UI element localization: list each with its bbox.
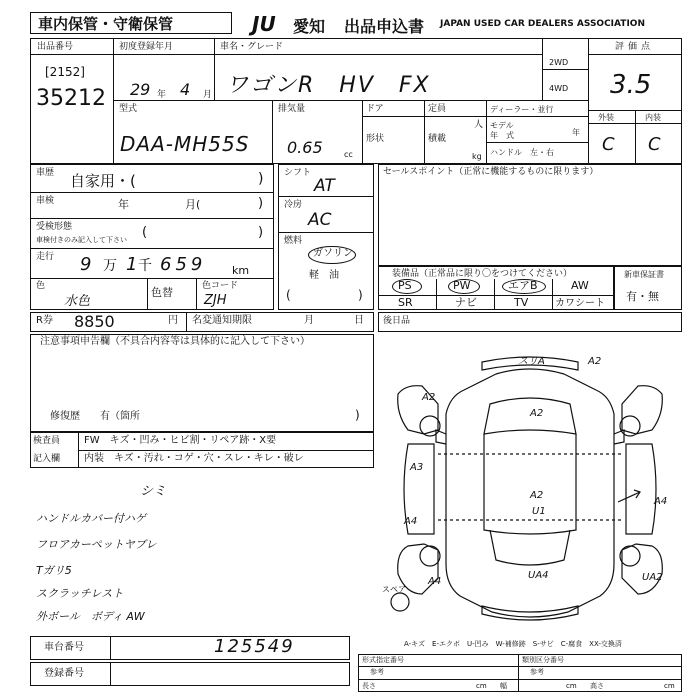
- kg-label: kg: [472, 152, 482, 161]
- mark-rear: UA4: [528, 570, 549, 581]
- sales-point-label: セールスポイント（正常に機能するものに限ります）: [383, 167, 599, 177]
- shift-value: AT: [314, 176, 335, 196]
- inspector-label: 検査員: [33, 436, 61, 446]
- year-unit: 年: [157, 90, 167, 100]
- equipment-leather-seat[interactable]: カワシート: [555, 298, 605, 309]
- spec-frame: [358, 654, 682, 692]
- interior-row: 内装 キズ・汚れ・コゲ・穴・スレ・キレ・破レ: [84, 453, 304, 464]
- interior-label: 内装: [645, 113, 661, 122]
- class-no-label: 類別区分番号: [522, 656, 564, 664]
- history-label: 車歴: [36, 168, 55, 178]
- mark-rear-right: UA2: [642, 572, 663, 583]
- first-reg-label: 初度登録年月: [119, 42, 174, 52]
- reg-month-value: 4: [180, 80, 191, 99]
- back-date-frame: [378, 312, 682, 332]
- equipment-pw[interactable]: PW: [453, 279, 471, 292]
- length-label: 長さ: [362, 682, 376, 690]
- name-change-day: 日: [354, 315, 364, 326]
- note-line-2: ハンドルカバー付ハゲ: [36, 512, 146, 525]
- lot-number-value: 35212: [36, 86, 106, 111]
- width-label: 幅: [500, 682, 507, 690]
- 2wd-label: 2WD: [549, 58, 569, 67]
- equipment-aw[interactable]: AW: [571, 279, 589, 292]
- form-ref-label: 参考: [370, 668, 384, 676]
- rating-value: 3.5: [610, 70, 652, 100]
- exterior-label: 外装: [598, 113, 614, 122]
- color-label: 色: [36, 281, 46, 291]
- lot-no-label: 出品番号: [37, 42, 74, 52]
- note-line-3: フロアカーペットヤブレ: [36, 538, 157, 551]
- chassis-label: 車台番号: [44, 642, 84, 653]
- recycle-label: R券: [36, 315, 53, 326]
- model-code-label: 型式: [119, 104, 138, 114]
- fuel-close: ): [358, 288, 363, 302]
- equipment-tv[interactable]: TV: [514, 296, 529, 309]
- sales-point-frame: [378, 164, 682, 266]
- car-damage-diagram: [378, 334, 682, 634]
- year-style-unit: 年: [572, 128, 580, 137]
- km-label: km: [232, 264, 250, 277]
- exterior-grade-value: C: [602, 134, 615, 155]
- year-style-label: 年 式: [490, 131, 514, 140]
- fuel-open: (: [286, 288, 291, 302]
- door-label: ドア: [366, 104, 384, 114]
- warranty-options[interactable]: 有・無: [626, 290, 659, 303]
- fuel-label: 燃料: [284, 236, 303, 246]
- cooler-label: 冷房: [284, 200, 303, 210]
- repair-close: ): [355, 408, 360, 422]
- rating-label: 評価点: [615, 42, 655, 52]
- repair-label: 修復歴 有（箇所: [50, 411, 140, 422]
- inspection-label: 車検: [36, 196, 55, 206]
- displacement-label: 排気量: [278, 104, 306, 114]
- logo: JU: [252, 12, 276, 36]
- equipment-navi[interactable]: ナビ: [455, 296, 477, 309]
- chassis-number-value: 125549: [214, 636, 295, 657]
- mark-center: A2: [530, 490, 544, 501]
- height-label: 高さ: [590, 682, 604, 690]
- class-ref-label: 参考: [530, 668, 544, 676]
- diesel-option[interactable]: 軽 油: [309, 270, 339, 281]
- height-cm: cm: [664, 682, 675, 690]
- inspection-month: 月(: [185, 198, 201, 211]
- gasoline-option[interactable]: ガソリン: [313, 248, 353, 259]
- name-change-month: 月: [304, 315, 314, 326]
- entry-label: 記入欄: [33, 454, 61, 464]
- note-line-6: 外ボール ボディ AW: [36, 610, 145, 623]
- dealer-label: ディーラー・並行: [490, 105, 554, 114]
- storage-label: 車内保管・守衛保管: [38, 15, 174, 33]
- equipment-airbag[interactable]: エアB: [508, 279, 538, 292]
- 4wd-label: 4WD: [549, 84, 569, 93]
- association-name: JAPAN USED CAR DEALERS ASSOCIATION: [440, 19, 645, 29]
- mileage-man-unit: 万: [103, 258, 117, 274]
- warranty-label: 新車保証書: [624, 270, 664, 279]
- equipment-label: 装備品（正常品に限り〇をつけてください）: [392, 269, 573, 279]
- month-unit: 月: [203, 90, 213, 100]
- capacity-label: 定員: [428, 104, 447, 114]
- mileage-sen-value: 1: [126, 254, 138, 275]
- width-cm: cm: [566, 682, 577, 690]
- mark-left-bottom: A4: [428, 576, 442, 587]
- person-label: 人: [474, 120, 484, 130]
- mark-left-low: A4: [404, 516, 418, 527]
- note-line-4: Tガリ5: [36, 564, 72, 577]
- model-grade-label: 車名・グレード: [220, 42, 284, 52]
- mileage-sen-unit: 千: [138, 258, 152, 274]
- color-value: 水色: [64, 294, 91, 309]
- model-code-value: DAA-MH55S: [120, 132, 250, 156]
- inspection-year: 年: [118, 198, 129, 211]
- load-label: 積載: [428, 134, 447, 144]
- shift-label: シフト: [284, 168, 312, 178]
- mileage-rest-value: 659: [160, 254, 207, 275]
- mark-top-a: スリA: [518, 356, 545, 367]
- mark-top-a2: A2: [588, 356, 602, 367]
- car-name-value: ワゴンR HV FX: [226, 73, 431, 98]
- mileage-man-value: 9: [80, 254, 92, 275]
- mark-left-top: A2: [422, 392, 436, 403]
- length-cm: cm: [476, 682, 487, 690]
- inspection-close: ): [258, 196, 264, 211]
- lot-bracket-value: [2152]: [45, 65, 85, 79]
- history-close: ): [258, 171, 264, 187]
- model-year-label: モデル: [490, 121, 514, 130]
- mileage-label: 走行: [36, 252, 55, 262]
- color-change-label: 色替: [151, 286, 173, 299]
- form-fixed-label: 形式指定番号: [362, 656, 404, 664]
- displacement-value: 0.65: [287, 138, 323, 157]
- acceptance-open: (: [142, 225, 148, 240]
- acceptance-label: 受検形態: [36, 222, 73, 232]
- cc-label: cc: [344, 150, 353, 159]
- color-code-label: 色コード: [202, 281, 239, 291]
- acceptance-close: ): [258, 225, 264, 240]
- recycle-amount-value: 8850: [74, 312, 115, 331]
- note-line-1: シミ: [140, 484, 167, 499]
- document-title: 出品申込書: [344, 17, 425, 36]
- notes-label: 注意事項申告欄（不具合内容等は具体的に記入して下さい）: [40, 336, 310, 347]
- mark-hood: A2: [530, 408, 544, 419]
- cooler-value: AC: [308, 210, 332, 230]
- reg-year-value: 29: [130, 80, 151, 99]
- color-code-value: ZJH: [204, 293, 227, 308]
- back-date-label: 後日品: [383, 316, 411, 326]
- acceptance-note: 車検付きのみ記入して下さい: [36, 236, 127, 244]
- equipment-sr[interactable]: SR: [398, 296, 413, 309]
- interior-grade-value: C: [648, 134, 661, 155]
- mark-left-mid: A3: [410, 462, 424, 473]
- org-name: 愛知: [293, 17, 326, 36]
- shape-label: 形状: [366, 134, 385, 144]
- handle-label: ハンドル 左・右: [490, 148, 554, 157]
- damage-legend: A-キズ E-エクボ U-凹み W-補修跡 S-サビ C-腐食 XX-交換済: [404, 640, 622, 648]
- history-value: 自家用・(: [70, 172, 136, 190]
- reg-no-label: 登録番号: [44, 668, 84, 679]
- fw-row: FW キズ・凹み・ヒビ割・リペア跡・X要: [84, 435, 277, 446]
- name-change-label: 名変通知期限: [192, 315, 252, 326]
- spare-label: スペア: [382, 585, 406, 594]
- yen-label: 円: [168, 315, 178, 326]
- note-line-5: スクラッチレスト: [36, 587, 124, 600]
- mark-right: A4: [654, 496, 668, 507]
- mark-center-u: U1: [532, 506, 546, 517]
- equipment-ps[interactable]: PS: [398, 279, 412, 292]
